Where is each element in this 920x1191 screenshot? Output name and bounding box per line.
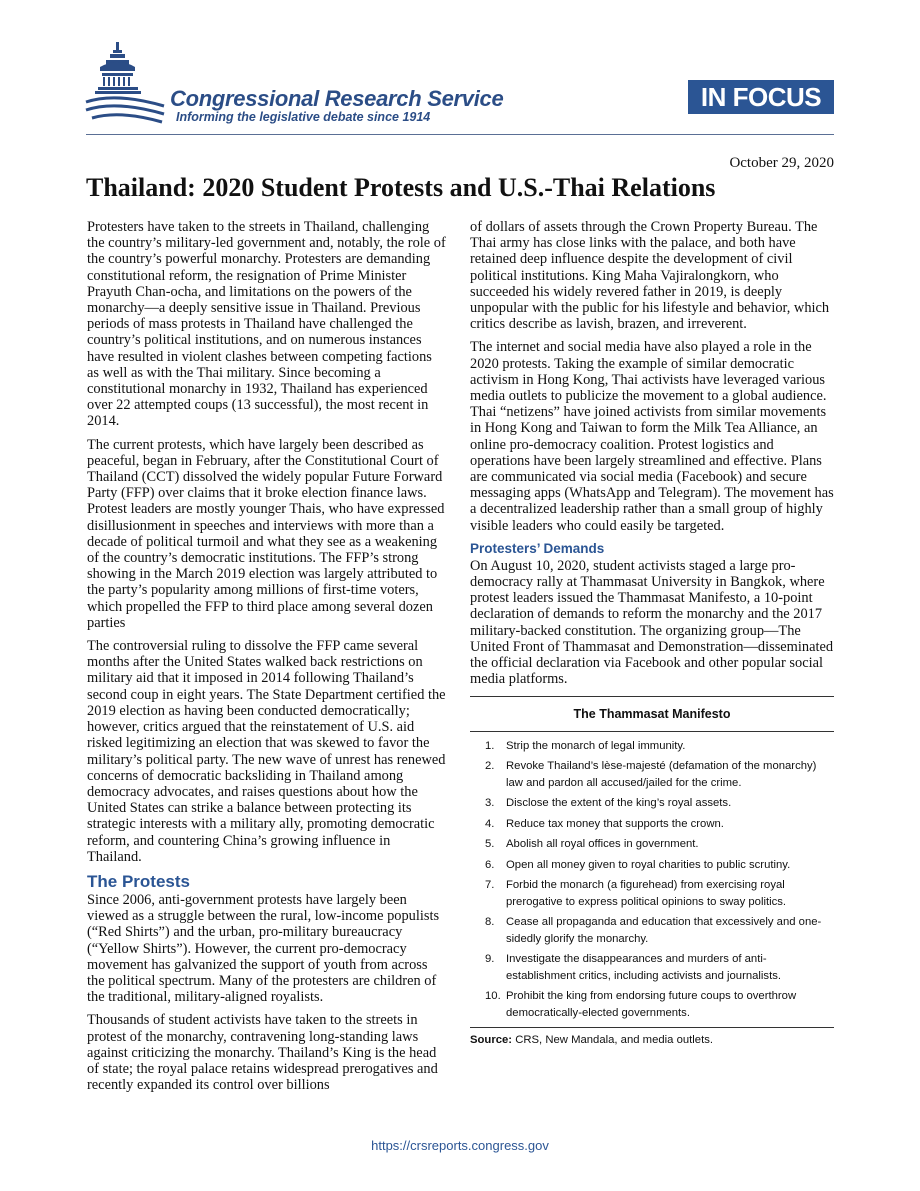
left-column [87,219,447,1100]
list-item [470,738,834,755]
crown-property-paragraph: of dollars of assets through the Crown Property Bureau. The Thai army has close links with the palace, and both have retained deep influence despite the development of civil political institutions. King Maha Vajiralongkorn, who succeeded his widely revered father in 2019, is deeply unpopular with the public for his lifestyle and behavior, which critics describe as lavish, brazen, and irreverent. [470,219,830,333]
section-heading-protests: The Protests [87,871,190,891]
list-item [470,857,834,874]
header-divider [86,134,834,135]
current-protests-paragraph: The current protests, which have largely been described as peaceful, began in February, after the Constitutional Court of Thailand (CCT) dissolved the widely popular Future Forward Party (FFP) over claims that it broke election finance laws. Protest leaders are mostly younger Thais, who have expressed disillusionment in speeches and interviews with more than a decade of political turmoil and what they see as a weakening of the country’s democratic institutions. The FFP’s strong showing in the March 2019 election was largely attributed to the party’s popularity among millions of first-time voters, which propelled the FFP to third place among several dozen parties [87,436,445,631]
org-name: Congressional Research Service [170,86,504,111]
report-date: October 29, 2020 [729,155,834,171]
list-item-number: 7. [485,879,495,892]
list-item-text: Reduce tax money that supports the crown. [506,817,724,830]
list-item-number: 8. [485,916,495,929]
demands-paragraph: On August 10, 2020, student activists staged a large pro-democracy rally at Thammasat University in Bangkok, where protest leaders issued the Thammasat Manifesto, a 10-point declaration of demands to reform the monarchy and the 2017 military-backed constitution. The organizing group—The United Front of Thammasat and Demonstration—disseminated the official declaration via Facebook and other popular social media platforms. [470,557,834,688]
capitol-dome-logo-icon [84,40,166,130]
list-item [470,795,834,812]
manifesto-list [470,738,834,1022]
list-item [470,758,834,791]
list-item-number: 2. [485,760,495,773]
list-item [470,951,834,984]
list-item-number: 1. [485,739,495,752]
report-header [0,0,920,140]
list-item-text: Abolish all royal offices in government. [506,838,699,851]
list-item [470,988,834,1021]
footer-url-link[interactable]: https://crsreports.congress.gov [371,1138,549,1153]
page-title: Thailand: 2020 Student Protests and U.S.-Thai Relations [86,173,716,202]
list-item-text: Open all money given to royal charities to public scrutiny. [506,858,791,871]
list-item [470,816,834,833]
list-item-text: Forbid the monarch (a figurehead) from exercising royal prerogative to express political opinions to sway politics. [506,879,787,908]
us-relations-paragraph: The controversial ruling to dissolve the FFP came several months after the United States walked back restrictions on military aid that it imposed in 2014 following Thailand’s second coup in eight years. The State Department certified the 2019 election as having been conducted democratically; however, critics argued that the reinstatement of U.S. aid risked legitimizing an election that was skewed to favor the military’s political party. The new wave of unrest has renewed concerns of democratic backsliding in Thailand among democracy advocates, and raises questions about how the United States can strike a balance between protecting its strategic interests with a military ally, promoting democratic reform, and countering China’s growing influence in Thailand. [87,638,446,865]
intro-paragraph: Protesters have taken to the streets in Thailand, challenging the country’s military-led government and, notably, the role of the country’s powerful monarchy. Protesters are demanding constitutional reform, the resignation of Prime Minister Prayuth Chan-ocha, and limitations on the powers of the monarchy—a deeply sensitive issue in Thailand. Previous periods of mass protests in Thailand have challenged the country’s political institutions, and on numerous instances have resulted in violent clashes between competing factions as well as with the Thai military. Since becoming a constitutional monarchy in 1932, Thailand has experienced over 22 attempted coups (13 successful), the most recent in 2014. [87,219,446,430]
section-heading-demands: Protesters’ Demands [470,540,605,556]
list-item-text: Prohibit the king from endorsing future coups to overthrow democratically-elected governments. [506,990,797,1019]
list-item-number: 4. [485,817,495,830]
list-item-text: Strip the monarch of legal immunity. [506,739,686,752]
source-text: CRS, New Mandala, and media outlets. [515,1034,713,1047]
list-item-text: Investigate the disappearances and murders of anti-establishment critics, including activists and journalists. [506,953,782,982]
student-activists-paragraph: Thousands of student activists have taken to the streets in protest of the monarchy, contravening long-standing laws against criticizing the monarchy. Thailand’s King is the head of state; the royal palace retains widespread prerogatives and recently expanded its control over billions [87,1012,438,1094]
list-item [470,877,834,910]
protests-history-paragraph: Since 2006, anti-government protests have largely been viewed as a struggle between the rural, low-income populists (“Red Shirts”) and the urban, pro-military bureaucracy (“Yellow Shirts”). However, the current pro-democracy movement has galvanized the support of youth from across the political spectrum. Many of the protesters are children of the traditional, military-aligned royalists. [87,891,440,1006]
social-media-paragraph: The internet and social media have also played a role in the 2020 protests. Taking the example of similar democratic activism in Hong Kong, Thai activists have leveraged various media outlets to publicize the movement to a global audience. Thai “netizens” have joined activists from similar movements in Hong Kong and Taiwan to form the Milk Tea Alliance, an online pro-democracy coalition. Protest logistics and operations have been largely streamlined and effective. Plans are communicated via social media (Facebook) and secure messaging apps (WhatsApp and Telegram). The movement has a decentralized leadership rather than a small group of highly visible leaders who could easily be targeted. [470,339,834,534]
list-item-number: 10. [485,990,501,1003]
in-focus-badge: IN FOCUS [688,80,834,114]
list-item [470,914,834,947]
list-item-number: 9. [485,953,495,966]
list-item-text: Disclose the extent of the king’s royal assets. [506,797,732,810]
manifesto-title: The Thammasat Manifesto [470,697,834,732]
source-label: Source: [470,1034,513,1047]
source-note [470,1032,834,1048]
manifesto-box [470,696,834,1028]
list-item-number: 6. [485,858,495,871]
list-item [470,836,834,853]
right-column [470,219,834,1049]
list-item-number: 3. [485,797,495,810]
list-item-text: Cease all propaganda and education that excessively and one-sidedly glorify the monarchy. [506,916,822,945]
list-item-text: Revoke Thailand’s lèse-majesté (defamation of the monarchy) law and pardon all accused/jailed for the crime. [506,760,817,789]
list-item-number: 5. [485,838,495,851]
org-tagline: Informing the legislative debate since 1914 [176,110,431,124]
